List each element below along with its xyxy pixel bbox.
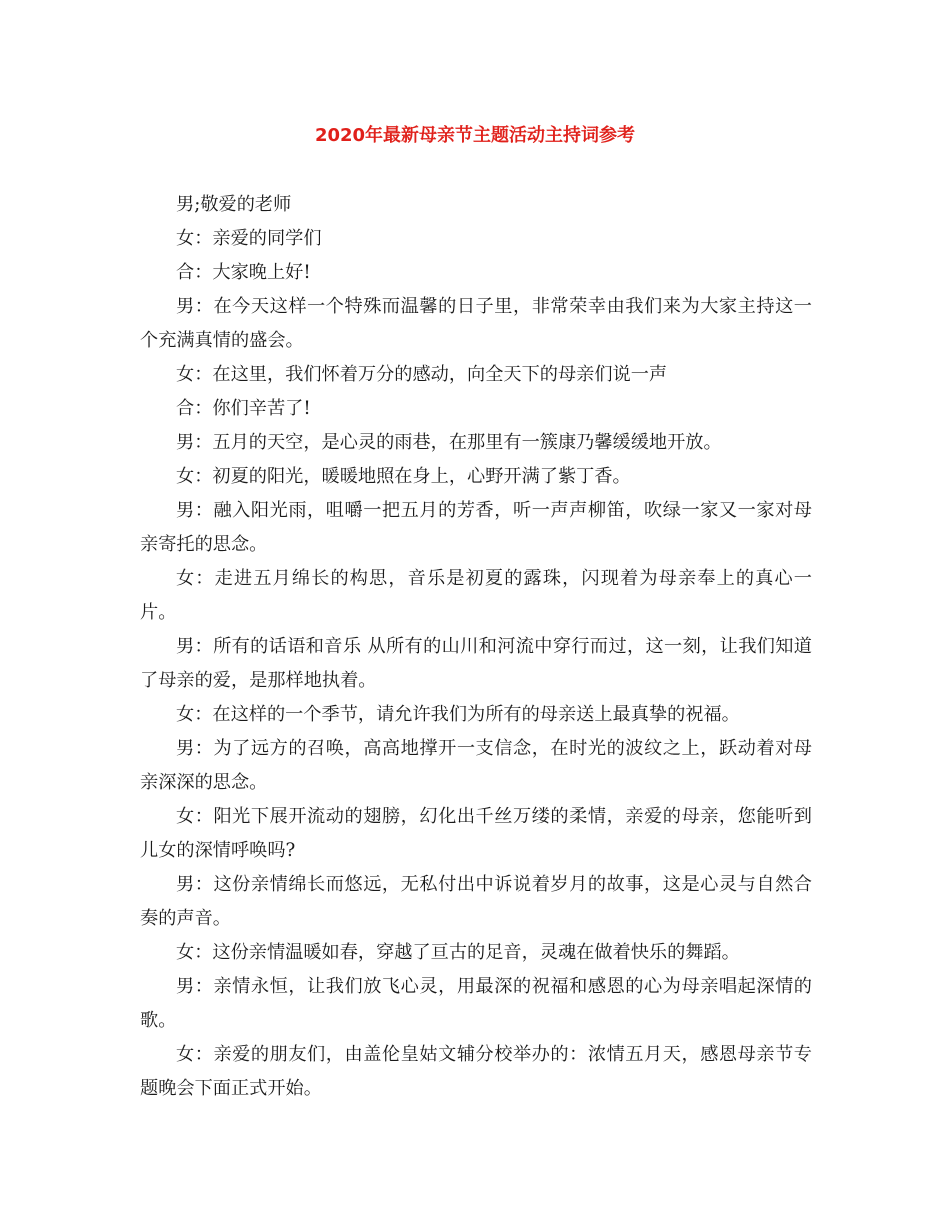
paragraph: 女：在这样的一个季节，请允许我们为所有的母亲送上最真挚的祝福。 <box>176 704 740 725</box>
paragraph: 女：初夏的阳光，暖暖地照在身上，心野开满了紫丁香。 <box>176 466 631 487</box>
paragraph: 女：亲爱的朋友们，由盖伦皇姑文辅分校举办的：浓情五月天，感恩母亲节专题晚会下面正式开始。 <box>140 1044 812 1099</box>
paragraph: 女：走进五月绵长的构思，音乐是初夏的露珠，闪现着为母亲奉上的真心一片。 <box>140 568 812 623</box>
paragraph: 合：你们辛苦了! <box>176 398 311 419</box>
paragraph: 女：在这里，我们怀着万分的感动，向全天下的母亲们说一声 <box>176 364 668 385</box>
paragraph: 女：这份亲情温暖如春，穿越了亘古的足音，灵魂在做着快乐的舞蹈。 <box>176 942 740 963</box>
paragraph: 男：在今天这样一个特殊而温馨的日子里，非常荣幸由我们来为大家主持这一个充满真情的盛会。 <box>140 296 812 351</box>
paragraph: 男：融入阳光雨，咀嚼一把五月的芳香，听一声声柳笛，吹绿一家又一家对母亲寄托的思念。 <box>140 500 812 555</box>
paragraph: 男：所有的话语和音乐 从所有的山川和河流中穿行而过，这一刻，让我们知道了母亲的爱，是那样地执着。 <box>140 636 812 691</box>
paragraph: 女：亲爱的同学们 <box>176 228 322 249</box>
paragraph: 合：大家晚上好! <box>176 262 311 283</box>
paragraph: 男;敬爱的老师 <box>176 194 292 215</box>
paragraph: 男：这份亲情绵长而悠远，无私付出中诉说着岁月的故事，这是心灵与自然合奏的声音。 <box>140 874 812 929</box>
paragraph: 男：为了远方的召唤，高高地撑开一支信念，在时光的波纹之上，跃动着对母亲深深的思念。 <box>140 738 812 793</box>
paragraph: 男：五月的天空，是心灵的雨巷，在那里有一簇康乃馨缓缓地开放。 <box>176 432 722 453</box>
document-body <box>140 188 812 1106</box>
document-title: 2020年最新母亲节主题活动主持词参考 <box>314 125 636 146</box>
paragraph: 女：阳光下展开流动的翅膀，幻化出千丝万缕的柔情，亲爱的母亲，您能听到儿女的深情呼唤吗? <box>140 806 812 861</box>
paragraph: 男：亲情永恒，让我们放飞心灵，用最深的祝福和感恩的心为母亲唱起深情的歌。 <box>140 976 812 1031</box>
